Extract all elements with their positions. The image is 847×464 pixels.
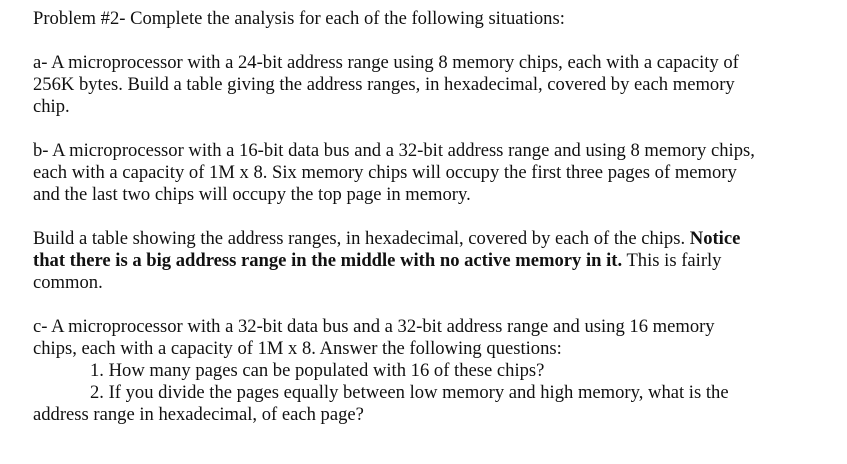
spacer bbox=[33, 30, 833, 52]
part-b-line-1: b- A microprocessor with a 16-bit data bus and a 32-bit address range and using 8 memory chips, bbox=[33, 140, 755, 161]
part-b-line-3: and the last two chips will occupy the top page in memory. bbox=[33, 184, 471, 205]
part-a-line-2: 256K bytes. Build a table giving the address ranges, in hexadecimal, covered by each memory bbox=[33, 74, 735, 95]
document-body bbox=[33, 8, 833, 426]
part-b-para2-text: This is fairly bbox=[622, 250, 722, 271]
part-a bbox=[33, 52, 833, 118]
spacer bbox=[33, 294, 833, 316]
spacer bbox=[33, 206, 833, 228]
part-b bbox=[33, 140, 833, 206]
part-c-line-1: c- A microprocessor with a 32-bit data bus and a 32-bit address range and using 16 memory bbox=[33, 316, 715, 337]
part-c-line-2: chips, each with a capacity of 1M x 8. Answer the following questions: bbox=[33, 338, 562, 359]
part-b-para2-line-3: common. bbox=[33, 272, 103, 293]
notice-emphasis-continued: that there is a big address range in the middle with no active memory in it. bbox=[33, 250, 623, 271]
question-2: 2. If you divide the pages equally between low memory and high memory, what is the bbox=[90, 382, 729, 403]
notice-emphasis: Notice bbox=[689, 228, 741, 249]
part-c bbox=[33, 316, 833, 426]
part-b-table-instructions bbox=[33, 228, 833, 294]
part-b-para2-line-1 bbox=[33, 228, 833, 250]
part-a-line-1: a- A microprocessor with a 24-bit address range using 8 memory chips, each with a capacity of bbox=[33, 52, 739, 73]
spacer bbox=[33, 118, 833, 140]
part-b-line-2: each with a capacity of 1M x 8. Six memory chips will occupy the first three pages of memory bbox=[33, 162, 737, 183]
question-2-continued: address range in hexadecimal, of each page? bbox=[33, 404, 364, 425]
problem-title: Problem #2- Complete the analysis for each of the following situations: bbox=[33, 8, 565, 29]
part-a-line-3: chip. bbox=[33, 96, 70, 117]
part-b-para2-text: Build a table showing the address ranges, in hexadecimal, covered by each of the chips. bbox=[33, 228, 690, 249]
part-b-para2-line-2 bbox=[33, 250, 833, 272]
question-1: 1. How many pages can be populated with 16 of these chips? bbox=[90, 360, 545, 381]
